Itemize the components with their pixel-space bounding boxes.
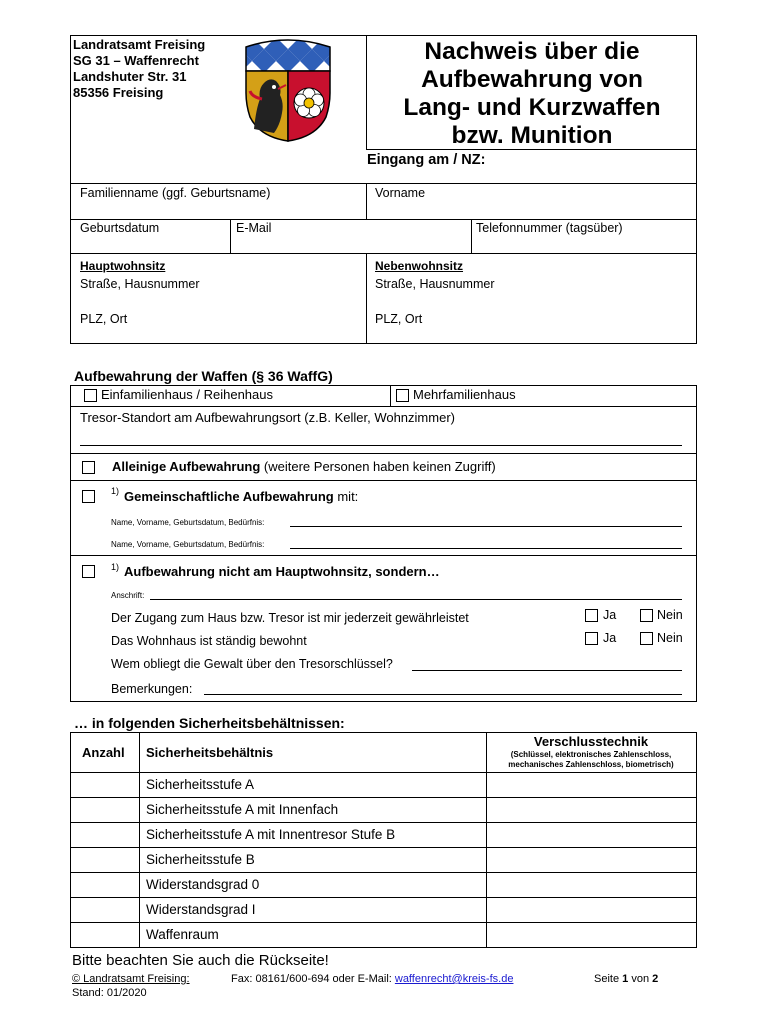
name-line-label-2: Name, Vorname, Geburtsdatum, Bedürfnis: — [111, 540, 265, 549]
vorname-field[interactable]: Vorname — [375, 186, 426, 200]
von-text: von — [628, 973, 653, 985]
zugang-question: Der Zugang zum Haus bzw. Tresor ist mir jederzeit gewährleistet — [111, 611, 469, 625]
gemeinschaftlich-label — [124, 489, 358, 504]
neben-strasse-field[interactable]: Straße, Hausnummer — [375, 277, 495, 291]
containers-heading: … in folgenden Sicherheitsbehältnissen: — [74, 715, 345, 731]
page-total: 2 — [652, 973, 659, 985]
alleinige-checkbox[interactable] — [82, 461, 95, 474]
email-link[interactable]: waffenrecht@kreis-fs.de — [394, 973, 514, 985]
zugang-ja-checkbox[interactable] — [585, 609, 598, 622]
coat-of-arms-icon — [240, 37, 336, 145]
alleinige-bold: Alleinige Aufbewahrung — [112, 459, 261, 474]
zugang-nein-label: Nein — [657, 608, 683, 622]
title-line: Lang- und Kurzwaffen — [403, 94, 661, 121]
table-row: Sicherheitsstufe B — [146, 852, 255, 867]
table-row: Sicherheitsstufe A mit Innenfach — [146, 802, 339, 817]
tresor-standort-line[interactable] — [80, 445, 682, 446]
table-row: Sicherheitsstufe A mit Innentresor Stufe B — [146, 827, 396, 842]
address-line: Landshuter Str. 31 — [73, 69, 187, 84]
einfamilienhaus-label: Einfamilienhaus / Reihenhaus — [101, 387, 273, 402]
title-line: bzw. Munition — [451, 122, 613, 149]
geburtsdatum-field[interactable]: Geburtsdatum — [80, 221, 160, 235]
stand-text: Stand: 01/2020 — [72, 987, 147, 999]
gewalt-line[interactable] — [412, 670, 682, 671]
email-field[interactable]: E-Mail — [236, 221, 272, 235]
bewohnt-question: Das Wohnhaus ist ständig bewohnt — [111, 634, 307, 648]
nicht-haupt-label — [124, 564, 440, 579]
page-num: 1 — [622, 973, 629, 985]
footnote-marker: 1) — [111, 562, 120, 572]
tresor-standort-label: Tresor-Standort am Aufbewahrungsort (z.B. Keller, Wohnzimmer) — [80, 410, 455, 425]
haupt-plz-ort-field[interactable]: PLZ, Ort — [80, 312, 128, 326]
zugang-ja-label: Ja — [603, 608, 617, 622]
col-verschluss-sub2: mechanisches Zahlenschloss, biometrisch) — [508, 760, 674, 769]
gemeinschaftlich-rest: mit: — [333, 489, 359, 504]
footnote-marker: 1) — [111, 486, 120, 496]
neben-plz-ort-field[interactable]: PLZ, Ort — [375, 312, 423, 326]
table-row: Widerstandsgrad 0 — [146, 877, 260, 892]
address-line: 85356 Freising — [73, 85, 164, 100]
fax-text: Fax: 08161/600-694 oder E-Mail: — [231, 973, 395, 985]
mehrfamilienhaus-label: Mehrfamilienhaus — [413, 387, 516, 402]
familienname-field[interactable]: Familienname (ggf. Geburtsname) — [80, 186, 271, 200]
table-row: Widerstandsgrad I — [146, 902, 256, 917]
bewohnt-nein-checkbox[interactable] — [640, 632, 653, 645]
einfamilienhaus-checkbox[interactable] — [84, 389, 97, 402]
anschrift-line[interactable] — [150, 599, 682, 600]
haupt-strasse-field[interactable]: Straße, Hausnummer — [80, 277, 200, 291]
anschrift-label: Anschrift: — [111, 591, 145, 600]
col-verschluss: Verschlusstechnik — [533, 734, 649, 749]
nicht-haupt-bold: Aufbewahrung nicht am Hauptwohnsitz, sondern… — [124, 564, 440, 579]
col-behaeltnis: Sicherheitsbehältnis — [146, 745, 274, 760]
storage-heading: Aufbewahrung der Waffen (§ 36 WaffG) — [74, 368, 333, 384]
table-row: Sicherheitsstufe A — [146, 777, 255, 792]
authority-address — [73, 37, 205, 101]
address-line: Landratsamt Freising — [73, 37, 206, 52]
bewohnt-ja-checkbox[interactable] — [585, 632, 598, 645]
alleinige-rest: (weitere Personen haben keinen Zugriff) — [260, 459, 496, 474]
copyright: © Landratsamt Freising: — [72, 973, 190, 985]
telefon-field[interactable]: Telefonnummer (tagsüber) — [476, 221, 623, 235]
bemerkungen-line[interactable] — [204, 694, 682, 695]
bewohnt-nein-label: Nein — [657, 631, 683, 645]
form-title — [377, 38, 687, 150]
name-line-label-1: Name, Vorname, Geburtsdatum, Bedürfnis: — [111, 518, 265, 527]
nicht-haupt-checkbox[interactable] — [82, 565, 95, 578]
bewohnt-ja-label: Ja — [603, 631, 617, 645]
gemeinschaftlich-bold: Gemeinschaftliche Aufbewahrung — [124, 489, 334, 504]
zugang-nein-checkbox[interactable] — [640, 609, 653, 622]
page-indicator — [594, 973, 658, 985]
mehrfamilienhaus-checkbox[interactable] — [396, 389, 409, 402]
title-line: Nachweis über die — [424, 38, 640, 65]
address-line: SG 31 – Waffenrecht — [73, 53, 199, 68]
name-line-2[interactable] — [290, 548, 682, 549]
col-verschluss-sub1: (Schlüssel, elektronisches Zahlenschloss, — [510, 750, 672, 759]
seite-text: Seite — [594, 973, 623, 985]
hauptwohnsitz-heading: Hauptwohnsitz — [80, 259, 166, 273]
gemeinschaftlich-checkbox[interactable] — [82, 490, 95, 503]
gewalt-question: Wem obliegt die Gewalt über den Tresorschlüssel? — [111, 657, 393, 671]
footer-contact — [231, 973, 513, 985]
col-anzahl: Anzahl — [82, 745, 125, 760]
title-line: Aufbewahrung von — [421, 66, 643, 93]
bemerkungen-label: Bemerkungen: — [111, 682, 193, 696]
table-row: Waffenraum — [146, 927, 219, 942]
nebenwohnsitz-heading: Nebenwohnsitz — [375, 259, 464, 273]
alleinige-label — [112, 459, 496, 474]
eingang-label: Eingang am / NZ: — [367, 152, 486, 168]
backside-notice: Bitte beachten Sie auch die Rückseite! — [72, 952, 329, 969]
name-line-1[interactable] — [290, 526, 682, 527]
